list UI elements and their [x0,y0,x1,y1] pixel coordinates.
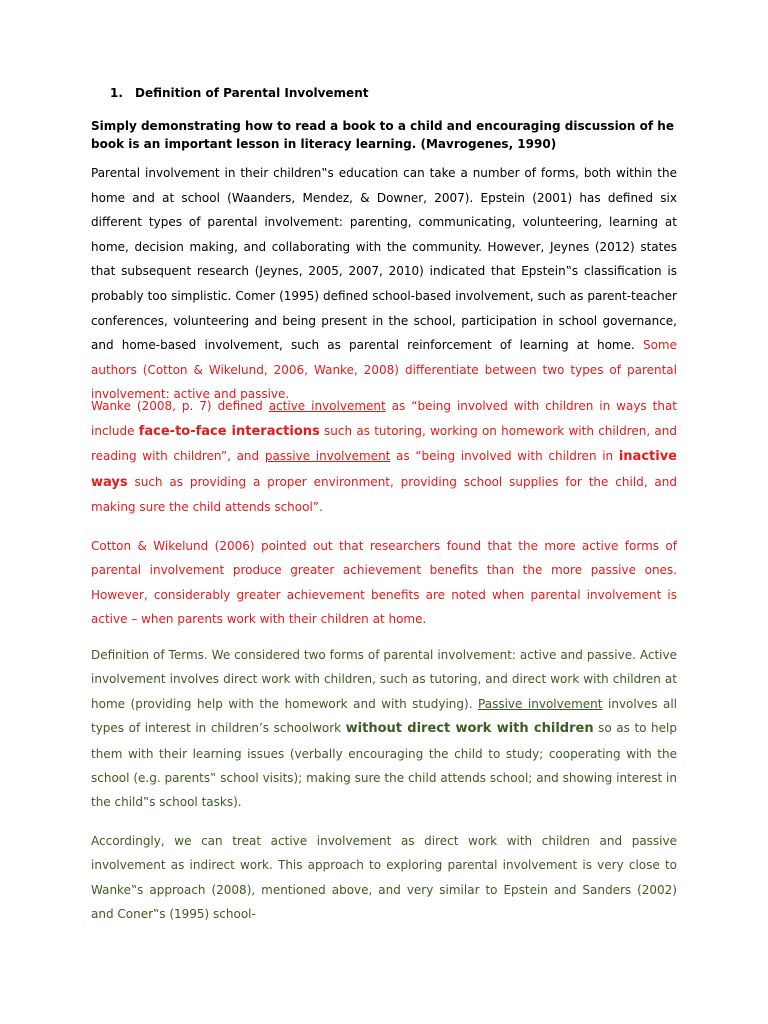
text-segment: Wanke (2008, p. 7) defined [91,399,269,413]
text-segment: as “being involved with children in [390,449,619,464]
section-number: 1. [110,86,123,100]
text-segment: as “being involved with children in ways that include [91,399,678,438]
text-segment: involves all types of interest in children’s schoolwork [91,696,677,736]
paragraph-cotton-wikelund: Cotton & Wikelund (2006) pointed out that researchers found that the more active forms of parental involvement produce greater achievement benefits than the more passive ones. However, considerably greater achievement benefits are noted when parental involvement is active – when parents work with their children at home. [91,539,677,627]
section-title: Definition of Parental Involvement [135,86,369,100]
text-segment: such as tutoring, working on homework with children, and reading with children”, and [91,423,677,464]
active-involvement-term: active involvement [268,399,386,413]
paragraph-definition-of-terms [91,643,677,815]
paragraph-wanke-definition [91,394,677,520]
text-segment: Definition of Terms. We considered two forms of parental involvement: active and passive. Active involvement involves direct work with children, such as tutoring, and direct work with children at home (providing help with the homework and with studying). [91,648,677,711]
paragraph-accordingly: Accordingly, we can treat active involvement as direct work with children and passive involvement as indirect work. This approach to exploring parental involvement is very close to Wanke‟s approach (2008), mentioned above, and very similar to Epstein and Sanders (2002) and Coner‟s (1995) school- [91,834,677,922]
text-segment: such as providing a proper environment, providing school supplies for the child, and making sure the child attends school”. [91,474,677,515]
emphasis-inactive-ways: inactive ways [91,449,677,490]
section-heading [110,85,368,101]
emphasis-face-to-face: face-to-face interactions [138,423,320,439]
passive-involvement-term: Passive involvement [478,696,603,711]
passive-involvement-term: passive involvement [264,449,391,464]
highlighted-red-text: Some authors (Cotton & Wikelund, 2006, Wanke, 2008) differentiate between two types of parental involvement: active and passive. [91,338,677,402]
intro-quote: Simply demonstrating how to read a book to a child and encouraging discussion of he book is an important lesson in literacy learning. (Mavrogenes, 1990) [91,119,674,151]
emphasis-without-direct-work: without direct work with children [345,721,594,737]
paragraph-parental-involvement [91,161,677,407]
text-segment: so as to help them with their learning issues (verbally encouraging the child to study; cooperating with the school (e.g. parents‟ school visits); making sure the child attends school; and showing interest in the child‟s school tasks). [91,721,678,810]
paragraph-text: Parental involvement in their children‟s education can take a number of forms, both within the home and at school (Waanders, Mendez, & Downer, 2007). Epstein (2001) has defined six different types of parental involvement: parenting, communicating, volunteering, learning at home, decision making, and collaborating with the community. However, Jeynes (2012) states that subsequent research (Jeynes, 2005, 2007, 2010) indicated that Epstein‟s classification is probably too simplistic. Comer (1995) defined school-based involvement, such as parent-teacher conferences, volunteering and being present in the school, participation in school governance, and home-based involvement, such as parental reinforcement of learning at home. [91,166,677,353]
